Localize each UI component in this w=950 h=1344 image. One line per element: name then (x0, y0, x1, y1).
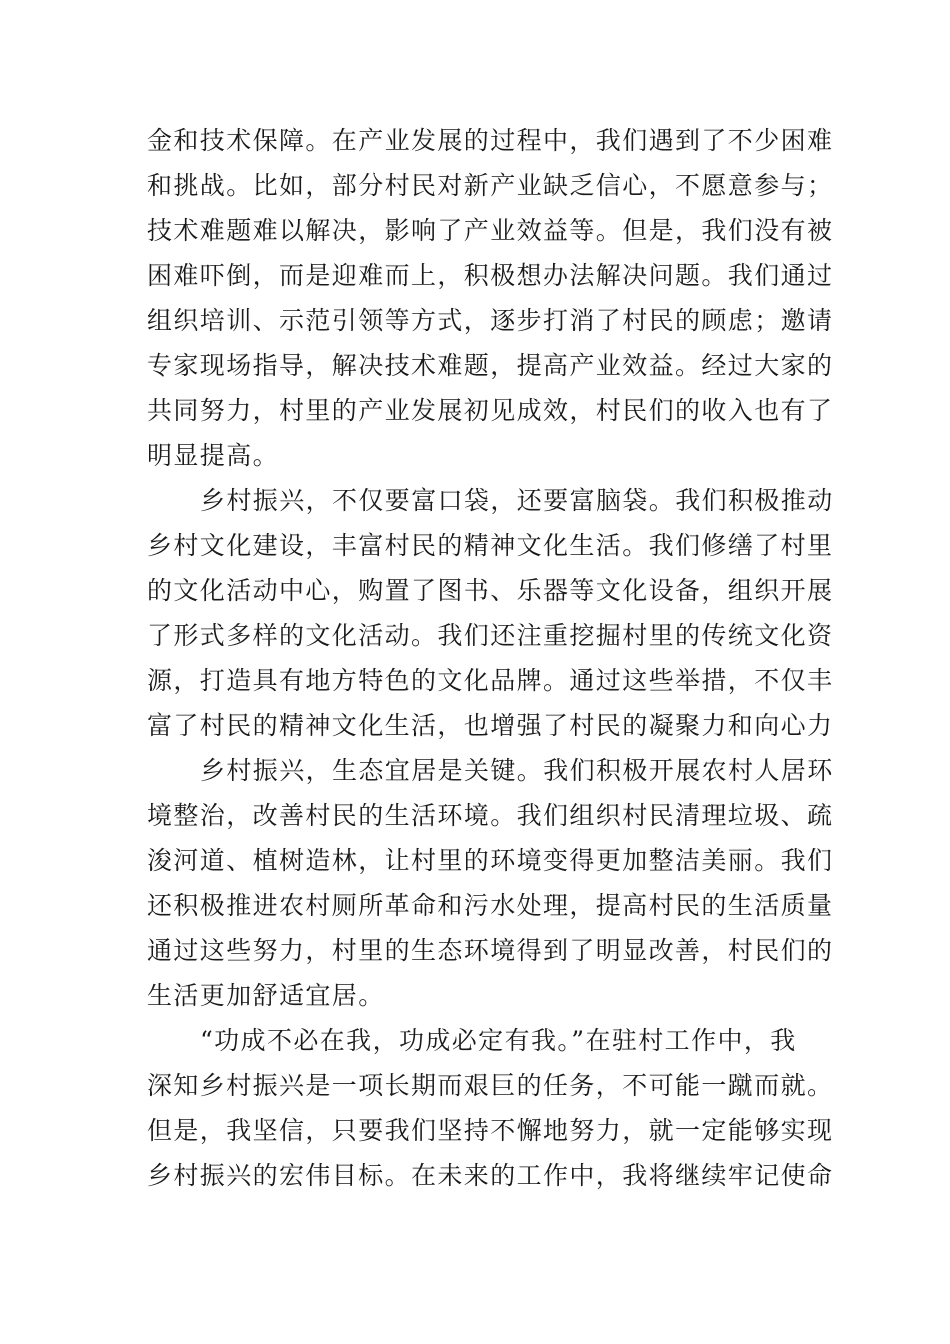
text-line: 的文化活动中心，购置了图书、乐器等文化设备，组织开展 (147, 576, 834, 605)
text-line: 专家现场指导，解决技术难题，提高产业效益。经过大家的 (147, 351, 834, 380)
text-line: 通过这些努力，村里的生态环境得到了明显改善，村民们的 (147, 936, 834, 965)
text-line: 和挑战。比如，部分村民对新产业缺乏信心，不愿意参与； (147, 171, 834, 200)
text-line: 了形式多样的文化活动。我们还注重挖掘村里的传统文化资 (147, 621, 834, 650)
text-line: 源，打造具有地方特色的文化品牌。通过这些举措，不仅丰 (147, 666, 834, 695)
text-line: 但是，我坚信，只要我们坚持不懈地努力，就一定能够实现 (147, 1116, 834, 1145)
text-line: 金和技术保障。在产业发展的过程中，我们遇到了不少困难 (147, 126, 834, 155)
text-line: 明显提高。 (147, 441, 280, 470)
text-line: 富了村民的精神文化生活，也增强了村民的凝聚力和向心力 (147, 711, 834, 740)
text-line: 浚河道、植树造林，让村里的环境变得更加整洁美丽。我们 (147, 846, 834, 875)
body-text (147, 118, 834, 1198)
paragraph-start-line: 乡村振兴，生态宜居是关键。我们积极开展农村人居环 (200, 756, 834, 785)
text-line: 困难吓倒，而是迎难而上，积极想办法解决问题。我们通过 (147, 261, 834, 290)
text-line: 深知乡村振兴是一项长期而艰巨的任务，不可能一蹴而就。 (147, 1071, 834, 1100)
text-line: 境整治，改善村民的生活环境。我们组织村民清理垃圾、疏 (147, 801, 834, 830)
text-line: 乡村振兴的宏伟目标。在未来的工作中，我将继续牢记使命 (147, 1161, 834, 1190)
text-line: 技术难题难以解决，影响了产业效益等。但是，我们没有被 (147, 216, 834, 245)
paragraph-start-line: “功成不必在我，功成必定有我。”在驻村工作中，我 (200, 1026, 797, 1055)
paragraph-start-line: 乡村振兴，不仅要富口袋，还要富脑袋。我们积极推动 (200, 486, 834, 515)
text-line: 还积极推进农村厕所革命和污水处理，提高村民的生活质量 (147, 891, 834, 920)
text-line: 共同努力，村里的产业发展初见成效，村民们的收入也有了 (147, 396, 834, 425)
text-line: 生活更加舒适宜居。 (147, 981, 385, 1010)
text-line: 组织培训、示范引领等方式，逐步打消了村民的顾虑；邀请 (147, 306, 834, 335)
text-line: 乡村文化建设，丰富村民的精神文化生活。我们修缮了村里 (147, 531, 834, 560)
